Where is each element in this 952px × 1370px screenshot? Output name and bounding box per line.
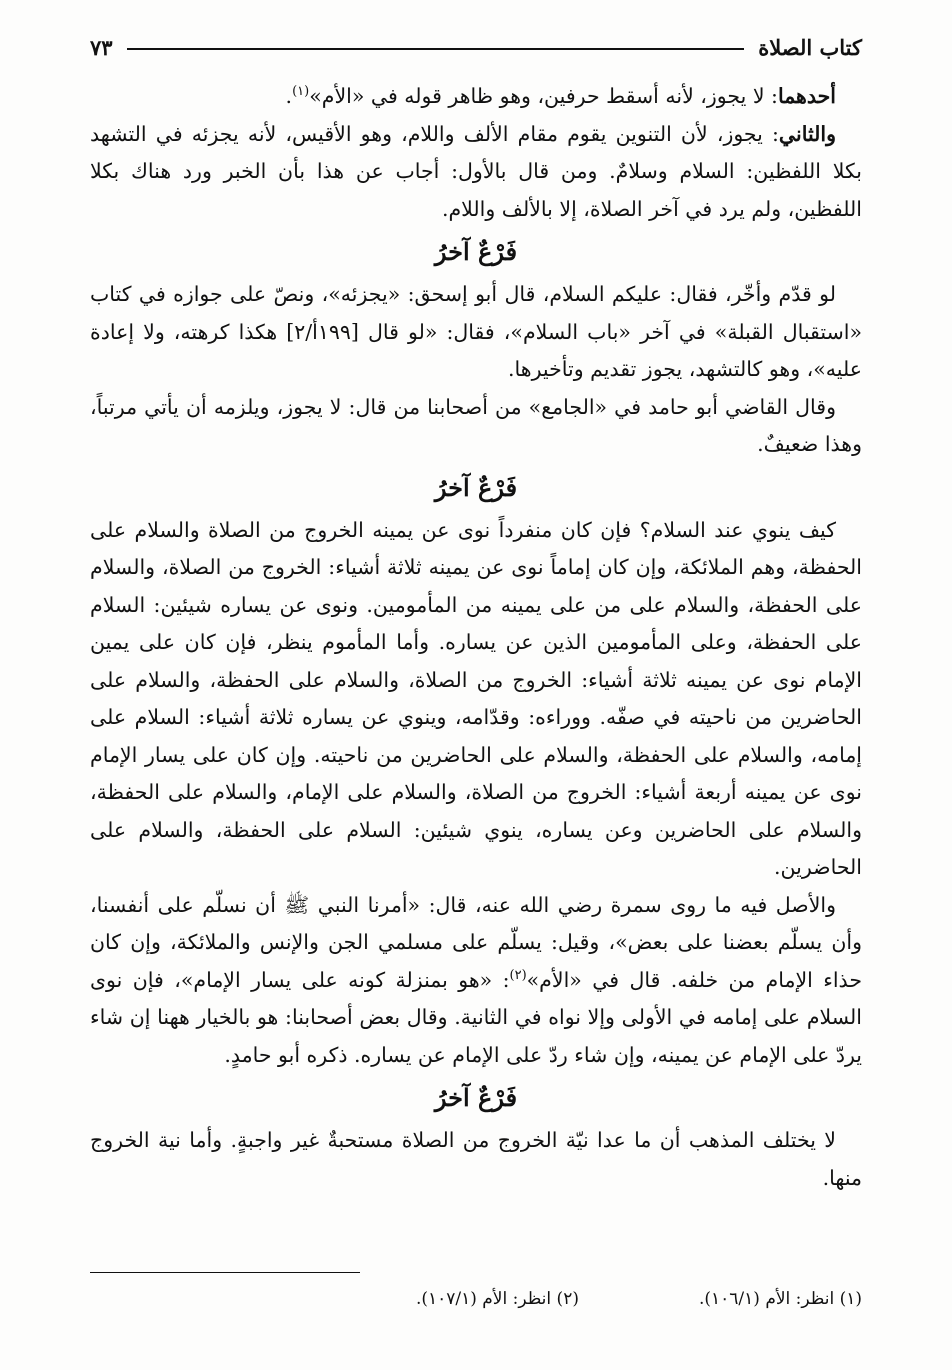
- header-rule: [127, 48, 745, 50]
- section-heading-3: فَرْعٌ آخرُ: [434, 1083, 518, 1112]
- section2-paragraph-1: كيف ينوي عند السلام؟ فإن كان منفرداً نوى عن يمينه الخروج من الصلاة والسلام على الحفظة، وهم الملائكة، وإن كان إماماً نوى عن يمينه ثلاثة أشياء: الخروج من الصلاة، والسلام على الحفظة، والسلام على من على يمينه من المأمومين. ونوى عن يساره شيئين: السلام على الحفظة، وعلى المأمومين الذين عن يساره. وأما المأموم ينظر، فإن كان على يمين الإمام نوى عن يمينه ثلاثة أشياء: الخروج من الصلاة، والسلام على الحفظة، والسلام على الحاضرين من ناحيته في صفّه. ووراءه: وقدّامه، وينوي عن يساره ثلاثة أشياء: السلام على إمامه، والسلام على الحفظة، والسلام على الحاضرين من ناحيته. وإن كان على يسار الإمام نوى عن يمينه أربعة أشياء: الخروج من الصلاة، والسلام على الإمام، والسلام على الحفظة، والسلام على الحاضرين وعن يساره، ينوي شيئين: السلام على الحفظة، والسلام على الحاضرين.: [90, 517, 862, 879]
- lead-word: والثاني: [778, 121, 836, 146]
- paragraph-text: والأصل فيه ما روى سمرة رضي الله عنه، قال: «أمرنا النبي ﷺ أن نسلّم على أنفسنا، وأن يسلّم بعضنا على بعض»، وقيل: يسلّم على مسلمي الجن والإنس والملائكة، وإن كان حذاء الإمام من خلفه. قال في «الأم»: [90, 892, 862, 992]
- page-number: ٧٣: [90, 34, 113, 60]
- paragraph-text: : «هو بمنزلة كونه على يسار الإمام»، فإن نوى السلام على إمامه في الأولى وإلا نواه في الثانية. وقال بعض أصحابنا: هو بالخيار ههنا إن شاء يردّ على الإمام عن يمينه، وإن شاء ردّ على الإمام عن يساره. ذكره أبو حامدٍ.: [90, 967, 862, 1067]
- page-header: [90, 30, 862, 64]
- footnote-1: (١) انظر: الأم (١٠٦/١).: [698, 1289, 862, 1309]
- paragraph-tail: .: [285, 84, 293, 108]
- section3-paragraph: لا يختلف المذهب أن ما عدا نيّة الخروج من الصلاة مستحبةٌ غير واجبةٍ. وأما نية الخروج منها.: [90, 1128, 862, 1190]
- section1-paragraph-2: وقال القاضي أبو حامد في «الجامع» من أصحابنا من قال: لا يجوز، ويلزمه أن يأتي مرتباً، وهذا ضعيفٌ.: [90, 394, 862, 456]
- section2-paragraph-2: [90, 887, 862, 1075]
- footnote-ref-1[interactable]: (١): [292, 84, 310, 100]
- running-title: كتاب الصلاة: [758, 34, 862, 60]
- paragraph-second-opinion: [90, 116, 862, 229]
- lead-word: أحدهما: [777, 84, 836, 108]
- footnote-2: (٢) انظر: الأم (١٠٧/١).: [415, 1289, 579, 1309]
- footnote-rule: [90, 1272, 360, 1273]
- section1-paragraph-1: لو قدّم وأخّر، فقال: عليكم السلام، قال أبو إسحق: «يجزئه»، ونصّ على جوازه في كتاب «استقبال القبلة» في آخر «باب السلام»، فقال: «لو قال [١٩٩أ/٢] هكذا كرهته، ولا إعادة عليه»، وهو كالتشهد، يجوز تقديم وتأخيرها.: [90, 282, 862, 381]
- section-heading-2: فَرْعٌ آخرُ: [434, 472, 518, 502]
- paragraph-text: : لا يجوز، لأنه أسقط حرفين، وهو ظاهر قوله في «الأم»: [309, 84, 778, 108]
- paragraph-text: : يجوز، لأن التنوين يقوم مقام الألف واللام، وهو الأقيس، لأنه يجزئه في التشهد بكلا اللفظين: السلام وسلامٌ. ومن قال بالأول: أجاب عن هذا بأن الخبر ورد هناك بكلا اللفظين، ولم يرد في آخر الصلاة، إلا بالألف واللام.: [90, 121, 862, 221]
- section-heading-1: فَرْعٌ آخرُ: [434, 237, 518, 266]
- footnotes: [90, 1289, 862, 1309]
- paragraph-first-opinion: [90, 78, 862, 116]
- footnote-ref-2[interactable]: (٢): [509, 967, 527, 983]
